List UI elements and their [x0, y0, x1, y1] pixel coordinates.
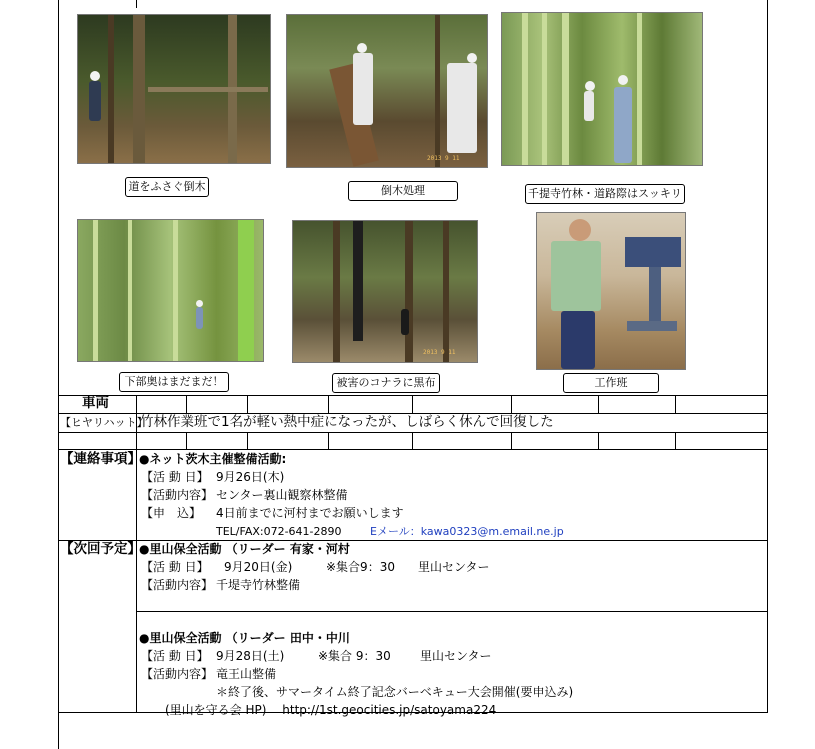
hiyari-text: 竹林作業班で1名が軽い熱中症になったが、しばらく休んで回復した [140, 414, 554, 430]
next1-meet: ※集合9：30 [326, 560, 395, 574]
contact-date-label: 【活 動 日】 [141, 470, 209, 484]
next1-title: ●里山保全活動 （リーダー 有家・河村 [139, 542, 350, 556]
table-line [58, 540, 768, 541]
table-line [598, 432, 599, 450]
next2-content-label: 【活動内容】 [141, 667, 214, 681]
photo-date-stamp: 2013 9 11 [423, 349, 456, 356]
next-label: 【次回予定】 [60, 541, 141, 557]
next1-content: 千堤寺竹林整備 [216, 578, 301, 592]
caption-bamboo-lower: 下部奥はまだまだ！ [119, 372, 229, 392]
contact-tel: TEL/FAX:072-641-2890 [216, 525, 342, 538]
table-line [412, 432, 413, 450]
contact-date: 9月26日(木) [216, 470, 285, 484]
next2-date: 9月28日(土) [216, 649, 285, 663]
photo-fallen-tree [77, 14, 271, 164]
hiyari-label: 【ヒヤリハット】 [60, 416, 148, 429]
photo-bamboo-roadside [501, 12, 703, 166]
table-line [186, 432, 187, 450]
photo-bamboo-lower [77, 219, 264, 362]
photo-oak-black-cloth [292, 220, 478, 363]
photo-tree-processing [286, 14, 488, 168]
table-line [412, 395, 413, 414]
table-line [675, 395, 676, 414]
table-border-right [767, 0, 768, 713]
caption-oak-black-cloth: 被害のコナラに黒布 [332, 373, 440, 393]
next1-place: 里山センター [418, 560, 490, 574]
table-line [58, 395, 768, 396]
photo-date-stamp: 2013 9 11 [427, 155, 460, 162]
contact-content: センター裏山観察林整備 [216, 488, 348, 502]
table-border-left [58, 0, 59, 749]
table-line [328, 432, 329, 450]
vehicle-label: 車両 [82, 395, 109, 411]
next2-place: 里山センター [420, 649, 492, 663]
table-line [511, 395, 512, 414]
photo-workshop [536, 212, 686, 370]
next2-title: ●里山保全活動 （リーダー 田中・中川 [139, 631, 350, 645]
table-line [136, 611, 768, 612]
next1-content-label: 【活動内容】 [141, 578, 214, 592]
table-line [247, 432, 248, 450]
table-line [598, 395, 599, 414]
contact-title: ●ネット茨木主催整備活動: [139, 452, 287, 466]
contact-email-link[interactable]: Eメール：kawa0323@m.email.ne.jp [370, 525, 564, 538]
contact-apply-label: 【申 込】 [141, 506, 202, 520]
table-line [511, 432, 512, 450]
table-line [58, 449, 768, 450]
table-line [247, 395, 248, 414]
table-line [186, 395, 187, 414]
next1-date: 9月20日(金) [224, 560, 293, 574]
next2-homepage[interactable]: (里山を守る会 HP) http://1st.geocities.jp/satoyama224 [165, 703, 497, 717]
contact-apply: 4日前までに河村までお願いします [216, 506, 404, 520]
next2-content: 竜王山整備 [216, 667, 277, 681]
caption-fallen-tree: 道をふさぐ倒木 [125, 177, 209, 197]
caption-tree-processing: 倒木処理 [348, 181, 458, 201]
next1-date-label: 【活 動 日】 [141, 560, 209, 574]
table-line [328, 395, 329, 414]
next2-meet: ※集合 9：30 [318, 649, 391, 663]
caption-workshop: 工作班 [563, 373, 659, 393]
table-line [58, 432, 768, 433]
next2-date-label: 【活 動 日】 [141, 649, 209, 663]
contact-label: 【連絡事項】 [60, 451, 141, 467]
contact-content-label: 【活動内容】 [141, 488, 214, 502]
table-line [675, 432, 676, 450]
next2-note: ＊終了後、サマータイム終了記念バーベキュー大会開催(要申込み) [216, 685, 574, 699]
caption-bamboo-roadside: 千提寺竹林・道路際はスッキリ [525, 184, 685, 204]
table-top-divider [136, 0, 137, 8]
